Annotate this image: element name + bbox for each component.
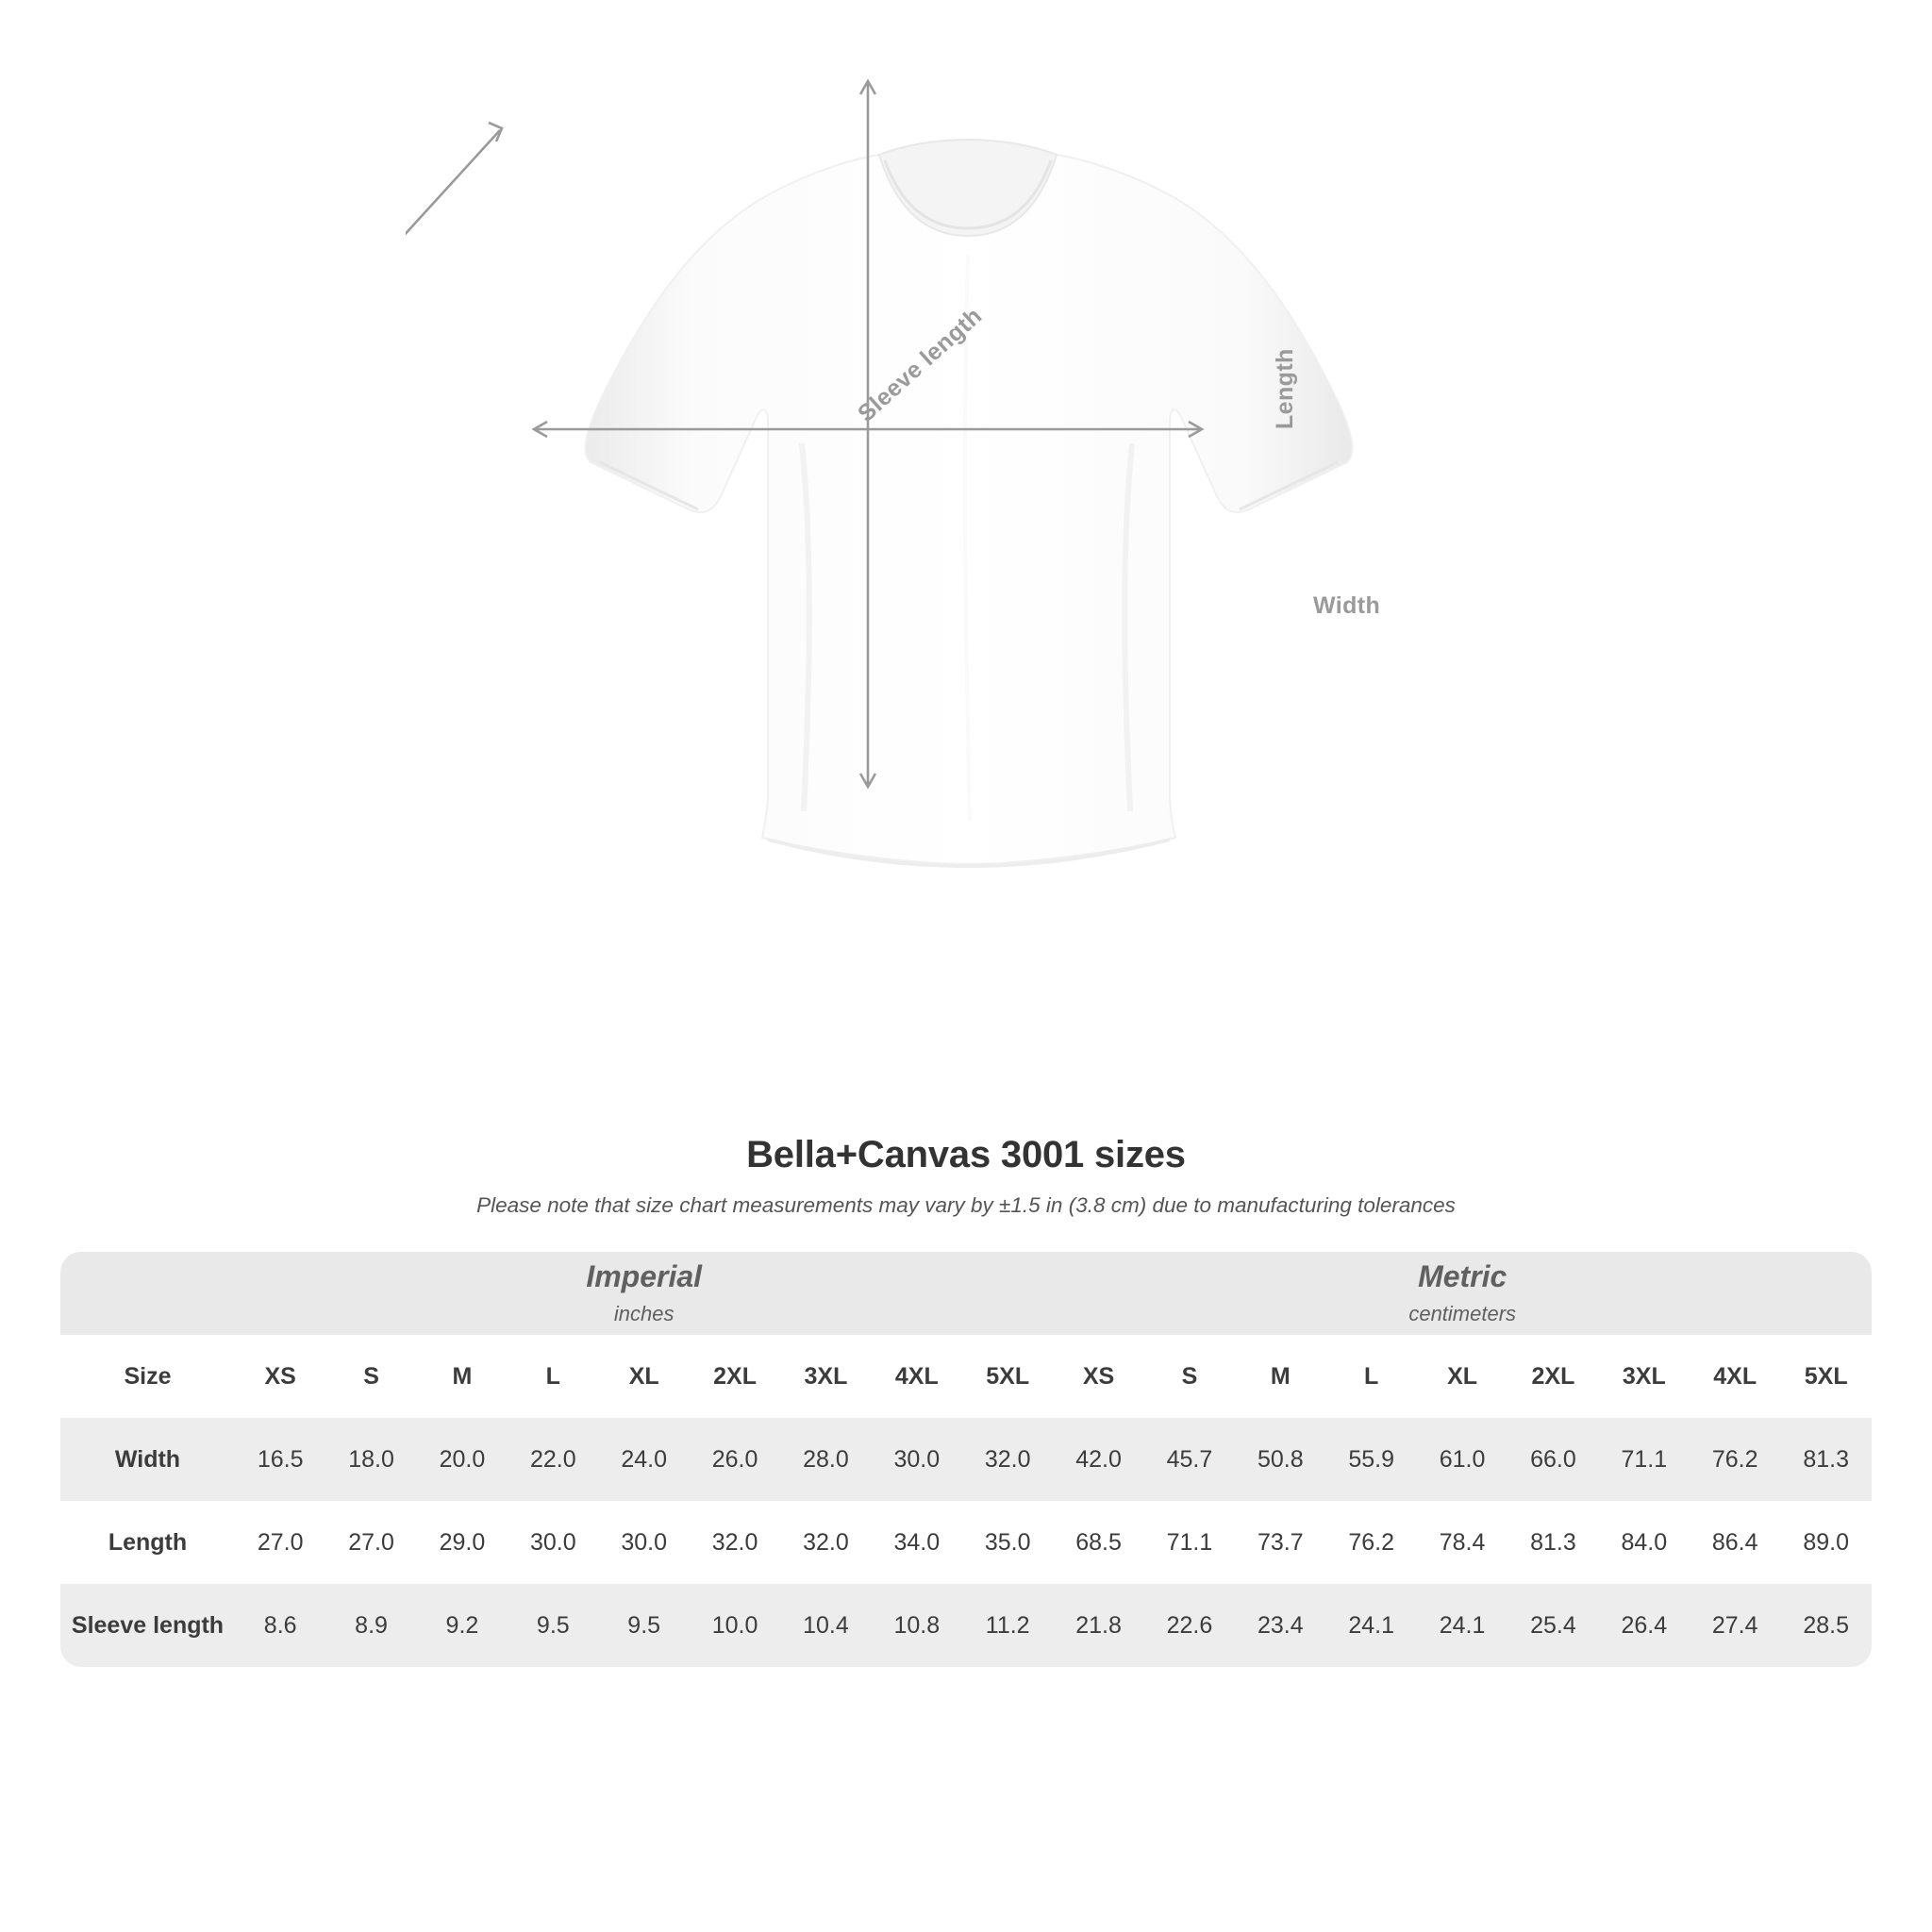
table-cell: 81.3 (1780, 1418, 1872, 1501)
table-cell: 76.2 (1690, 1418, 1780, 1501)
unit-header-spacer (60, 1252, 235, 1335)
tshirt-icon (406, 66, 1528, 1066)
table-cell: 78.4 (1417, 1501, 1507, 1584)
table-cell: 20.0 (417, 1418, 508, 1501)
table-cell: 22.6 (1144, 1584, 1235, 1667)
size-header-cell: 2XL (690, 1335, 780, 1418)
table-cell: 18.0 (325, 1418, 416, 1501)
table-cell: 81.3 (1507, 1501, 1598, 1584)
table-cell: 45.7 (1144, 1418, 1235, 1501)
row-label-length: Length (60, 1501, 235, 1584)
size-header-cell: M (417, 1335, 508, 1418)
table-cell: 61.0 (1417, 1418, 1507, 1501)
table-cell: 27.0 (325, 1501, 416, 1584)
size-header-cell: 4XL (1690, 1335, 1780, 1418)
unit-group-imperial (235, 1252, 1053, 1335)
table-cell: 16.5 (235, 1418, 325, 1501)
table-cell: 23.4 (1235, 1584, 1325, 1667)
table-cell: 71.1 (1144, 1501, 1235, 1584)
table-cell: 22.0 (508, 1418, 598, 1501)
table-cell: 29.0 (417, 1501, 508, 1584)
table-cell: 76.2 (1326, 1501, 1417, 1584)
row-label-width: Width (60, 1418, 235, 1501)
table-cell: 9.5 (599, 1584, 690, 1667)
table-row (60, 1501, 1872, 1584)
table-cell: 32.0 (780, 1501, 871, 1584)
table-cell: 28.5 (1780, 1584, 1872, 1667)
table-cell: 8.9 (325, 1584, 416, 1667)
table-cell: 30.0 (599, 1501, 690, 1584)
table-cell: 32.0 (690, 1501, 780, 1584)
unit-measure-label: centimeters (1408, 1301, 1517, 1325)
size-header-cell: L (1326, 1335, 1417, 1418)
table-cell: 34.0 (872, 1501, 962, 1584)
table-cell: 9.5 (508, 1584, 598, 1667)
size-chart-table (60, 1252, 1872, 1667)
table-cell: 10.0 (690, 1584, 780, 1667)
table-row (60, 1418, 1872, 1501)
unit-system-label: Imperial (586, 1259, 703, 1294)
table-row (60, 1584, 1872, 1667)
page-title: Bella+Canvas 3001 sizes (746, 1134, 1186, 1175)
table-cell: 27.4 (1690, 1584, 1780, 1667)
unit-system-label: Metric (1418, 1259, 1507, 1294)
table-cell: 32.0 (962, 1418, 1053, 1501)
table-cell: 27.0 (235, 1501, 325, 1584)
table-cell: 35.0 (962, 1501, 1053, 1584)
table-cell: 42.0 (1053, 1418, 1143, 1501)
title-block (0, 1134, 1932, 1218)
table-cell: 50.8 (1235, 1418, 1325, 1501)
size-header-cell: XL (599, 1335, 690, 1418)
size-header-cell: XS (1053, 1335, 1143, 1418)
size-header-cell: 5XL (1780, 1335, 1872, 1418)
table-cell: 86.4 (1690, 1501, 1780, 1584)
table-cell: 28.0 (780, 1418, 871, 1501)
size-header-row (60, 1335, 1872, 1418)
table-cell: 9.2 (417, 1584, 508, 1667)
unit-header-row (60, 1252, 1872, 1335)
size-header-label: Size (60, 1335, 235, 1418)
size-header-cell: M (1235, 1335, 1325, 1418)
table-cell: 24.1 (1417, 1584, 1507, 1667)
table-cell: 10.8 (872, 1584, 962, 1667)
row-label-sleeve-length: Sleeve length (60, 1584, 235, 1667)
table-cell: 8.6 (235, 1584, 325, 1667)
table-cell: 25.4 (1507, 1584, 1598, 1667)
size-header-cell: L (508, 1335, 598, 1418)
table-cell: 55.9 (1326, 1418, 1417, 1501)
table-cell: 26.0 (690, 1418, 780, 1501)
table-cell: 24.0 (599, 1418, 690, 1501)
size-header-cell: XS (235, 1335, 325, 1418)
unit-measure-label: inches (613, 1301, 675, 1325)
size-chart-table-wrap (60, 1252, 1872, 1667)
size-header-cell: 5XL (962, 1335, 1053, 1418)
table-cell: 84.0 (1599, 1501, 1690, 1584)
sleeve-length-dimension-label: Sleeve length (853, 302, 988, 427)
size-header-cell: 4XL (872, 1335, 962, 1418)
unit-group-metric (1053, 1252, 1872, 1335)
table-cell: 73.7 (1235, 1501, 1325, 1584)
size-header-cell: XL (1417, 1335, 1507, 1418)
size-header-cell: 3XL (1599, 1335, 1690, 1418)
size-header-cell: 3XL (780, 1335, 871, 1418)
width-dimension-label: Width (1313, 592, 1381, 619)
tolerance-note: Please note that size chart measurements may vary by ±1.5 in (3.8 cm) due to manufacturing tolerances (476, 1193, 1456, 1217)
table-cell: 66.0 (1507, 1418, 1598, 1501)
table-cell: 89.0 (1780, 1501, 1872, 1584)
table-cell: 71.1 (1599, 1418, 1690, 1501)
table-cell: 30.0 (508, 1501, 598, 1584)
table-cell: 21.8 (1053, 1584, 1143, 1667)
size-header-cell: 2XL (1507, 1335, 1598, 1418)
size-header-cell: S (1144, 1335, 1235, 1418)
table-cell: 26.4 (1599, 1584, 1690, 1667)
size-header-cell: S (325, 1335, 416, 1418)
table-cell: 10.4 (780, 1584, 871, 1667)
table-cell: 24.1 (1326, 1584, 1417, 1667)
tshirt-diagram (406, 66, 1528, 1066)
length-dimension-label: Length (1272, 348, 1298, 429)
table-cell: 68.5 (1053, 1501, 1143, 1584)
table-cell: 30.0 (872, 1418, 962, 1501)
table-cell: 11.2 (962, 1584, 1053, 1667)
